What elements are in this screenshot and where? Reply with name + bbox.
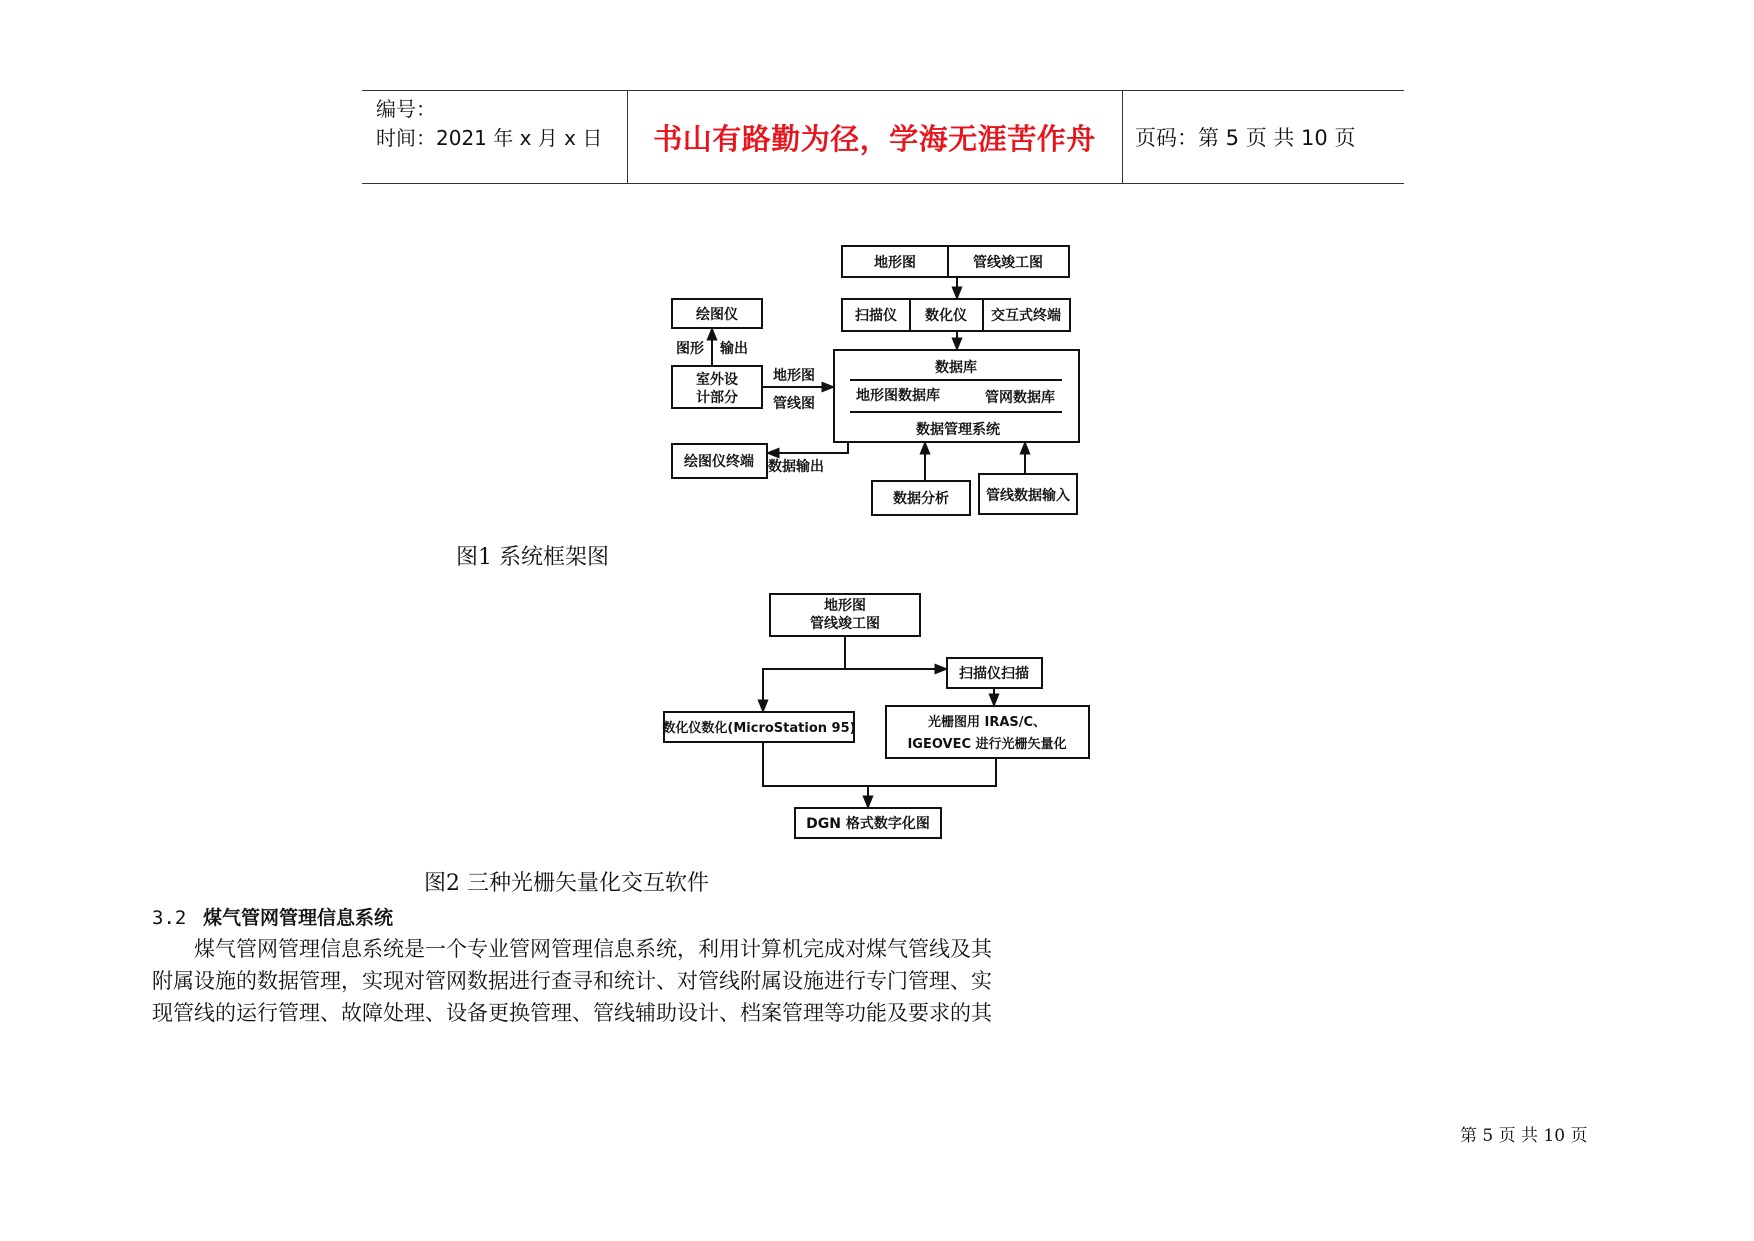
header-time-label: 时间：2021 年 x 月 x 日 xyxy=(376,126,603,150)
fig1-label-scanner: 扫描仪 xyxy=(855,308,897,324)
fig1-label-analysis: 数据分析 xyxy=(893,491,949,507)
fig1-label-topo: 地形图 xyxy=(874,255,916,271)
page-footer: 第 5 页 共 10 页 xyxy=(1460,1126,1588,1146)
fig1-label-topo-db: 地形图数据库 xyxy=(856,388,940,404)
fig1-label-dbms: 数据管理系统 xyxy=(916,422,1000,438)
fig2-label-raster-2: IGEOVEC 进行光栅矢量化 xyxy=(907,737,1067,752)
fig1-label-digitizer: 数化仪 xyxy=(925,308,967,324)
fig1-label-plotter: 绘图仪 xyxy=(696,307,738,323)
header-page-label: 页码：第 5 页 共 10 页 xyxy=(1135,126,1356,150)
fig2-label-raster-1: 光栅图用 IRAS/C、 xyxy=(927,715,1047,730)
fig1-label-pipe-input: 管线数据输入 xyxy=(986,488,1070,504)
figure1-caption: 图1 系统框架图 xyxy=(456,545,609,570)
fig1-label-pipe-db: 管网数据库 xyxy=(985,390,1055,406)
header-motto: 书山有路勤为径，学海无涯苦作舟 xyxy=(653,121,1096,156)
fig1-edge-topo: 地形图 xyxy=(773,368,815,384)
fig1-label-plotter-terminal: 绘图仪终端 xyxy=(684,454,754,470)
header-number-label: 编号： xyxy=(376,97,436,121)
section-title: 煤气管网管理信息系统 xyxy=(202,907,393,929)
fig2-label-source-2: 管线竣工图 xyxy=(810,616,880,632)
fig2-label-dgn: DGN 格式数字化图 xyxy=(806,816,930,832)
fig2-label-source-1: 地形图 xyxy=(824,598,866,614)
figure2-caption: 图2 三种光栅矢量化交互软件 xyxy=(424,871,709,896)
fig1-edge-pipe: 管线图 xyxy=(773,396,815,412)
fig2-label-digitize: 数化仪数化(MicroStation 95) xyxy=(662,721,856,736)
paragraph-line: 现管线的运行管理、故障处理、设备更换管理、管线辅助设计、档案管理等功能及要求的其 xyxy=(152,1001,992,1025)
section-paragraph xyxy=(152,933,1032,1029)
fig1-edge-data-output: 数据输出 xyxy=(768,459,824,475)
fig1-label-outdoor-2: 计部分 xyxy=(696,390,738,406)
paragraph-line: 附属设施的数据管理，实现对管网数据进行查寻和统计、对管线附属设施进行专门管理、实 xyxy=(152,969,992,993)
fig1-label-asbuilt: 管线竣工图 xyxy=(973,255,1043,271)
fig1-label-terminal: 交互式终端 xyxy=(991,308,1061,324)
section-number: 3.2 xyxy=(152,907,187,929)
paragraph-line: 煤气管网管理信息系统是一个专业管网管理信息系统，利用计算机完成对煤气管线及其 xyxy=(194,937,992,961)
section-heading xyxy=(152,903,393,930)
fig2-label-scan: 扫描仪扫描 xyxy=(959,666,1029,682)
fig1-label-database: 数据库 xyxy=(935,360,977,376)
fig1-edge-output: 输出 xyxy=(720,341,748,357)
fig1-edge-graphic: 图形 xyxy=(676,341,704,357)
fig1-label-outdoor-1: 室外设 xyxy=(696,372,738,388)
